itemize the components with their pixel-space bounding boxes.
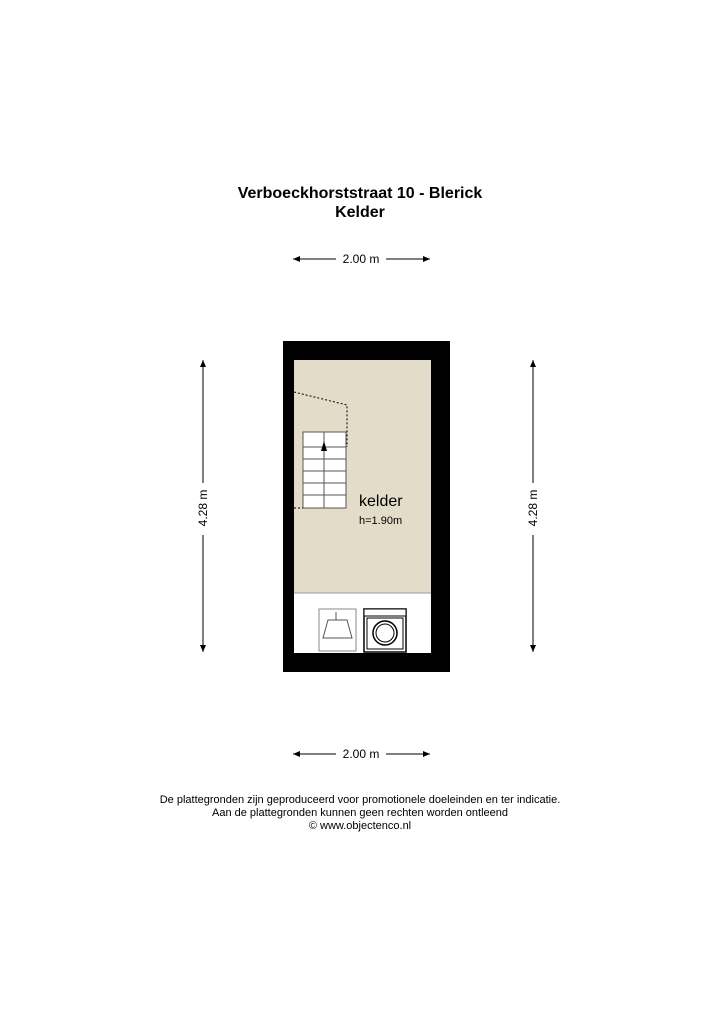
bottom-dimension-text: 2.00 m <box>342 747 380 761</box>
disclaimer-line-2: Aan de plattegronden kunnen geen rechten worden ontleend <box>211 807 508 819</box>
sink-icon <box>319 609 356 651</box>
top-dimension-text: 2.00 m <box>342 252 380 266</box>
washing-machine-icon <box>364 609 406 652</box>
disclaimer <box>0 794 720 833</box>
right-dimension-text: 4.28 m <box>526 489 540 527</box>
plan-title: Verboeckhorststraat 10 - Blerick <box>237 185 483 202</box>
utility-area <box>294 593 431 653</box>
left-dimension-text: 4.28 m <box>196 489 210 527</box>
disclaimer-line-1: De plattegronden zijn geproduceerd voor promotionele doeleinden en ter indicatie. <box>159 794 561 806</box>
copyright-link: © www.objectenco.nl <box>308 820 412 832</box>
room-name: kelder <box>359 493 403 510</box>
room-height: h=1.90m <box>359 515 403 527</box>
floor-name: Kelder <box>335 204 385 221</box>
